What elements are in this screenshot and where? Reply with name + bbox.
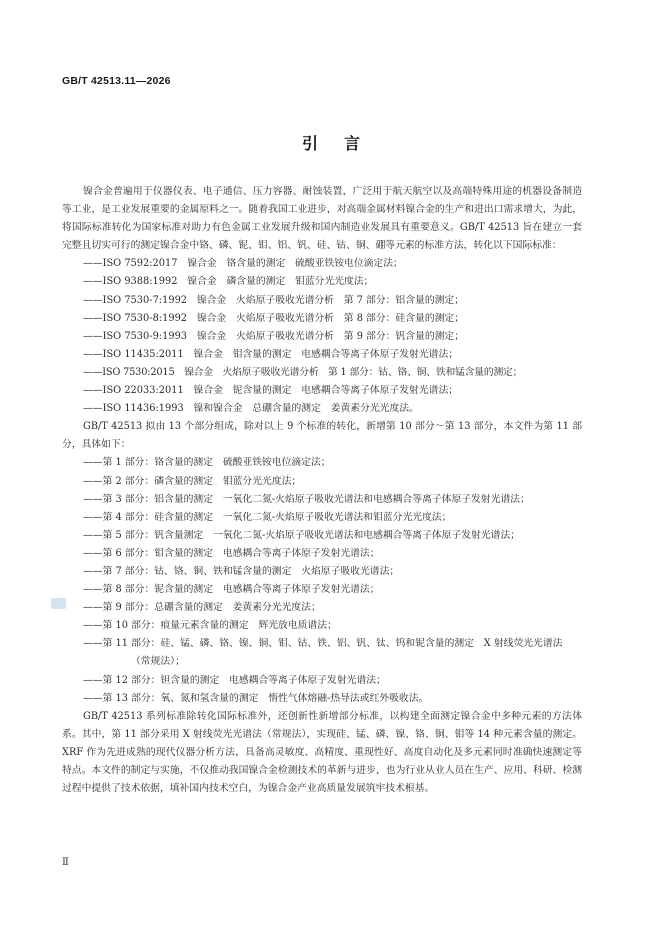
list-item: ——第 11 部分：硅、锰、磷、铬、镍、铜、钼、钴、铁、铝、钒、钛、钨和铌含量的测定 X 射线荧光光谱法（常规法）； <box>83 638 563 668</box>
list-item: ——第 1 部分：铬含量的测定 硫酸亚铁铵电位滴定法； <box>83 457 331 469</box>
introduction-body <box>62 183 582 798</box>
list-item: ——ISO 11435:2011 镍合金 钼含量的测定 电感耦合等离子体原子发射光谱法； <box>83 348 459 360</box>
list-item: ——第 12 部分：钽含量的测定 电感耦合等离子体原子发射光谱法； <box>83 674 386 686</box>
list-item: ——ISO 11436:1993 镍和镍合金 总硼含量的测定 姜黄素分光光度法。 <box>83 403 419 415</box>
list-item: ——ISO 22033:2011 镍合金 铌含量的测定 电感耦合等离子体原子发射光谱法； <box>83 385 459 397</box>
parts-intro-paragraph: GB/T 42513 拟由 13 个部分组成，除对以上 9 个标准的转化，新增第 10 部分～第 13 部分，本文件为第 11 部分，具体如下： <box>62 421 582 451</box>
list-item: ——ISO 9388:1992 镍合金 磷含量的测定 钼蓝分光光度法； <box>83 276 374 288</box>
iso-standard-list <box>62 255 582 418</box>
watermark-stamp-icon <box>51 598 66 609</box>
list-item: ——第 4 部分：硅含量的测定 一氧化二氮-火焰原子吸收光谱法和钼蓝分光光度法； <box>83 511 452 523</box>
list-item: ——ISO 7530-7:1992 镍合金 火焰原子吸收光谱分析 第 7 部分：铝含量的测定； <box>83 294 465 306</box>
list-item: ——第 9 部分：总硼含量的测定 姜黄素分光光度法； <box>83 602 321 614</box>
parts-list <box>62 454 582 707</box>
page-title: 引言 <box>301 134 386 153</box>
list-item: ——ISO 7530-8:1992 镍合金 火焰原子吸收光谱分析 第 8 部分：硅含量的测定； <box>83 312 465 324</box>
list-item: ——第 2 部分：磷含量的测定 钼蓝分光光度法； <box>83 475 302 487</box>
list-item: ——第 10 部分：痕量元素含量的测定 辉光放电质谱法； <box>83 620 337 632</box>
list-item: ——ISO 7530:2015 镍合金 火焰原子吸收光谱分析 第 1 部分：钴、铬、铜、铁和锰含量的测定； <box>83 366 523 378</box>
list-item: ——第 3 部分：铝含量的测定 一氧化二氮-火焰原子吸收光谱法和电感耦合等离子体原子发射光谱法； <box>83 493 530 505</box>
standard-number: GB/T 42513.11—2026 <box>62 75 171 87</box>
page-number: Ⅱ <box>62 857 69 868</box>
list-item: ——第 13 部分：氧、氮和氢含量的测定 惰性气体熔融-热导法或红外吸收法。 <box>83 692 429 704</box>
list-item: ——第 6 部分：钼含量的测定 电感耦合等离子体原子发射光谱法； <box>83 547 380 559</box>
list-item: ——ISO 7592:2017 镍合金 铬含量的测定 硫酸亚铁铵电位滴定法； <box>83 258 403 270</box>
intro-paragraph: 镍合金普遍用于仪器仪表、电子通信、压力容器、耐蚀装置，广泛用于航天航空以及高端特殊用途的机器设备制造等工业，是工业发展重要的金属原料之一。随着我国工业进步，对高端金属材料镍合金的生产和进出口需求增大，为此，将国际标准转化为国家标准对助力有色金属工业发展升级和国内制造业发展具有重要意义。GB/T 42513 旨在建立一套完整且切实可行的测定镍合金中铬、磷、铌、钼、铝、钒、硅、钴、铜、硼等元素的标准方法，转化以下国际标准： <box>62 186 582 252</box>
list-item: ——ISO 7530-9:1993 镍合金 火焰原子吸收光谱分析 第 9 部分：钒含量的测定； <box>83 330 465 342</box>
list-item: ——第 5 部分：钒含量测定 一氧化二氮-火焰原子吸收光谱法和电感耦合等离子体原子发射光谱法； <box>83 529 521 541</box>
closing-paragraph: GB/T 42513 系列标准除转化国际标准外，还创新性新增部分标准，以构建全面测定镍合金中多种元素的方法体系。其中，第 11 部分采用 X 射线荧光光谱法（常规法），实现硅、锰、磷、镍、铬、铜、钼等 14 种元素含量的测定。XRF 作为先进成熟的现代仪器分析方法，具备高灵敏度、高精度、重现性好、高度自动化及多元素同时准确快速测定等特点。本文件的制定与实施，不仅推动我国镍合金检测技术的革新与进步，也为行业从业人员在生产、应用、科研、检测过程中提供了技术依据，填补国内技术空白，为镍合金产业高质量发展筑牢技术根基。 <box>62 710 582 795</box>
list-item: ——第 8 部分：铌含量的测定 电感耦合等离子体原子发射光谱法； <box>83 584 380 596</box>
list-item: ——第 7 部分：钴、铬、铜、铁和锰含量的测定 火焰原子吸收光谱法； <box>83 565 400 577</box>
